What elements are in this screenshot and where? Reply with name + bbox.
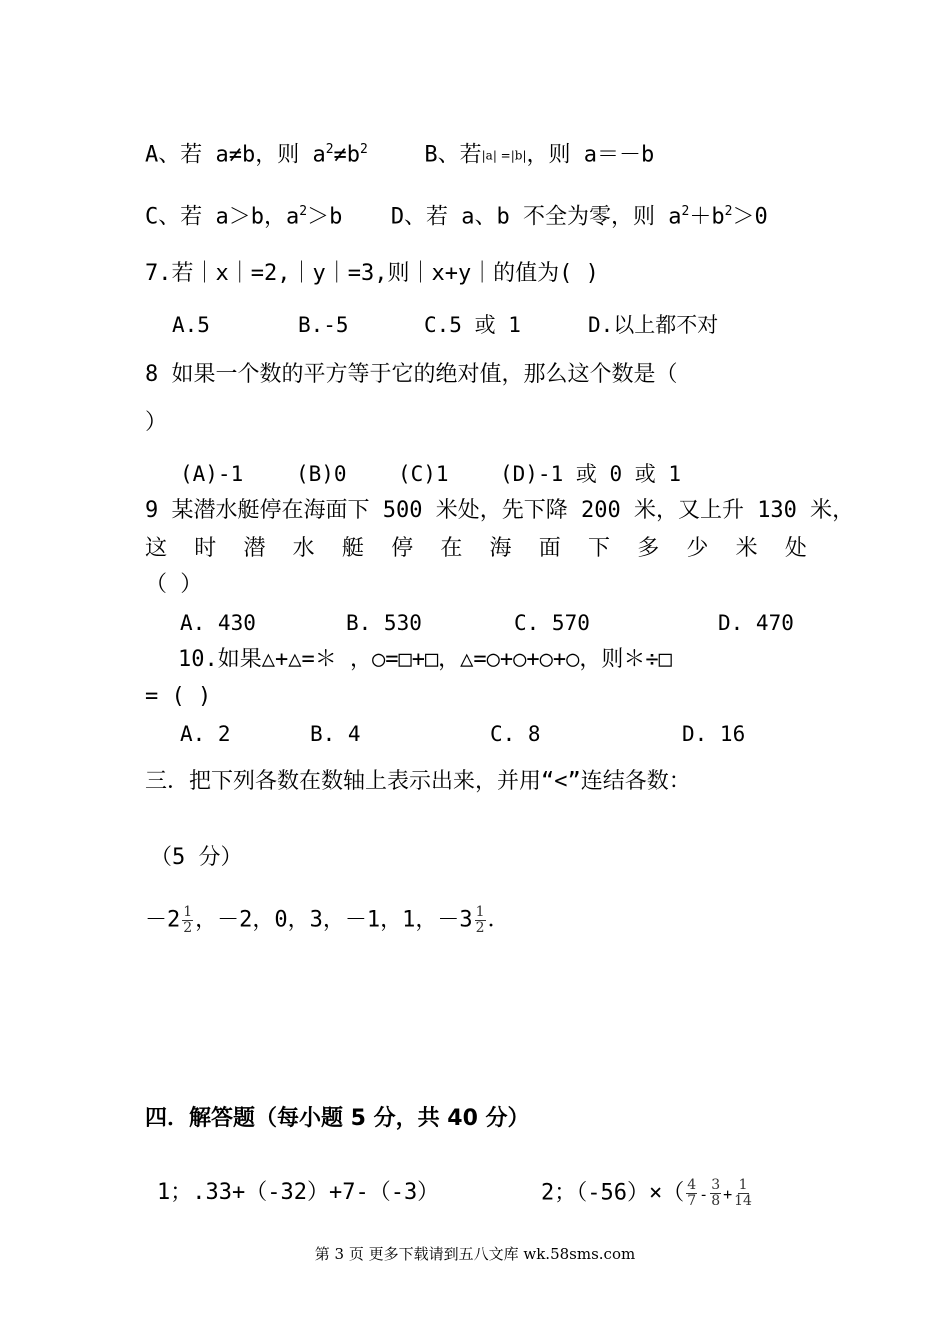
operator-plus: +: [723, 1185, 733, 1204]
fraction-numerator: 1: [183, 904, 193, 920]
fraction-1-14: [734, 1178, 752, 1209]
q8-option-b: (B)0: [296, 462, 347, 486]
q6-option-a-b: [145, 135, 654, 170]
q6-c-exp: 2: [299, 204, 308, 219]
section3-numbers: [145, 905, 510, 936]
q9-char: 停: [391, 536, 414, 561]
q9-stem-spread: [145, 534, 807, 564]
fraction-3-8: [710, 1178, 721, 1209]
q9-char: 海: [489, 536, 512, 561]
q8-option-c: (C)1: [398, 462, 449, 486]
q9-char: 在: [440, 536, 463, 561]
operator-minus: -: [699, 1185, 709, 1204]
q9-stem: 9 某潜水艇停在海面下 500 米处，先下降 200 米，又上升 130 米，: [145, 498, 855, 523]
q6-d-mid: ＋b: [689, 204, 725, 230]
q7-option-a: A.5: [172, 313, 210, 337]
q9-option-d: D. 470: [718, 611, 794, 635]
q7-stem: 7.若｜x｜=2,｜y｜=3,则｜x+y｜的值为( ): [145, 261, 599, 286]
q8-stem-cont: ）: [145, 410, 168, 435]
q9-paren: （ ）: [145, 572, 203, 597]
q9-char: 潜: [243, 536, 266, 561]
q6-d-exp2: 2: [724, 204, 733, 219]
q6-d-post: ＞0: [732, 204, 768, 230]
q9-option-c: C. 570: [514, 611, 590, 635]
q10-option-d: D. 16: [682, 722, 746, 746]
q10-stem: 10.如果△+△=＊ ，○=□+□，△=○+○+○+○，则＊÷□: [178, 647, 672, 672]
q6-a-exp2: 2: [360, 142, 368, 157]
q6-d-exp1: 2: [681, 204, 690, 219]
q9-char: 这: [145, 536, 168, 561]
q6-b-text: B、若: [424, 142, 482, 168]
number-list: ，－2，0，3，－1，1，－3: [195, 907, 473, 933]
fraction-denominator: 7: [687, 1193, 697, 1209]
fraction-denominator: 2: [183, 920, 193, 936]
fraction-denominator: 8: [711, 1193, 721, 1209]
q7-option-b: B.-5: [298, 313, 349, 337]
q10-option-b: B. 4: [310, 722, 361, 746]
fraction-half-2: [475, 905, 486, 936]
section4-title: 四．解答题（每小题 5 分，共 40 分）: [145, 1106, 530, 1131]
q8-option-a: (A)-1: [180, 462, 244, 486]
fraction-4-7: [686, 1178, 697, 1209]
q9-char: 多: [637, 536, 660, 561]
q9-char: 米: [735, 536, 758, 561]
fraction-half-1: [182, 905, 193, 936]
q8-option-d: (D)-1 或 0 或 1: [500, 462, 682, 486]
q8-stem: 8 如果一个数的平方等于它的绝对值，那么这个数是（: [145, 362, 678, 387]
section3-title: 三．把下列各数在数轴上表示出来，并用“<”连结各数：: [145, 769, 691, 794]
fraction-numerator: 1: [475, 904, 485, 920]
q10-option-c: C. 8: [490, 722, 541, 746]
q10-option-a: A. 2: [180, 722, 231, 746]
q6-b-abs: |a| =|b|: [481, 148, 527, 163]
q9-char: 水: [292, 536, 315, 561]
q9-char: 面: [538, 536, 561, 561]
page-footer: 第 3 页 更多下载请到五八文库 wk.58sms.com: [314, 1245, 636, 1263]
fraction-denominator: 14: [734, 1193, 752, 1209]
fraction-numerator: 1: [738, 1177, 748, 1193]
q9-option-a: A. 430: [180, 611, 256, 635]
q6-a-mid: ≠b: [333, 142, 361, 168]
number-whole: －2: [145, 907, 181, 933]
q10-stem-cont: = ( ): [145, 684, 212, 709]
q9-char: 时: [194, 536, 217, 561]
q9-char: 少: [686, 536, 709, 561]
section4-problem-1: 1；.33+（-32）+7-（-3）: [157, 1180, 440, 1205]
section4-problem-2: [541, 1178, 754, 1210]
problem-2-text: 2；（-56）×（: [541, 1180, 685, 1206]
q9-char: 处: [784, 536, 807, 561]
q6-b-post: ，则 a＝－b: [526, 142, 655, 168]
q6-option-c-d: [145, 197, 768, 232]
q7-option-c: C.5 或 1: [424, 313, 521, 337]
fraction-numerator: 4: [687, 1177, 697, 1193]
number-end: ．: [487, 907, 510, 933]
q6-c-text: C、若 a＞b，a: [145, 204, 300, 230]
fraction-denominator: 2: [475, 920, 485, 936]
q9-option-b: B. 530: [346, 611, 422, 635]
q6-d-text: D、若 a、b 不全为零，则 a: [390, 204, 682, 230]
q6-a-text: A、若 a≠b，则 a: [145, 142, 326, 168]
fraction-numerator: 3: [711, 1177, 721, 1193]
q7-option-d: D.以上都不对: [588, 313, 719, 337]
q9-char: 艇: [341, 536, 364, 561]
q6-a-exp1: 2: [325, 142, 334, 157]
q6-c-mid: ＞b: [307, 204, 343, 230]
q9-char: 下: [587, 536, 610, 561]
section3-score: （5 分）: [150, 845, 243, 870]
